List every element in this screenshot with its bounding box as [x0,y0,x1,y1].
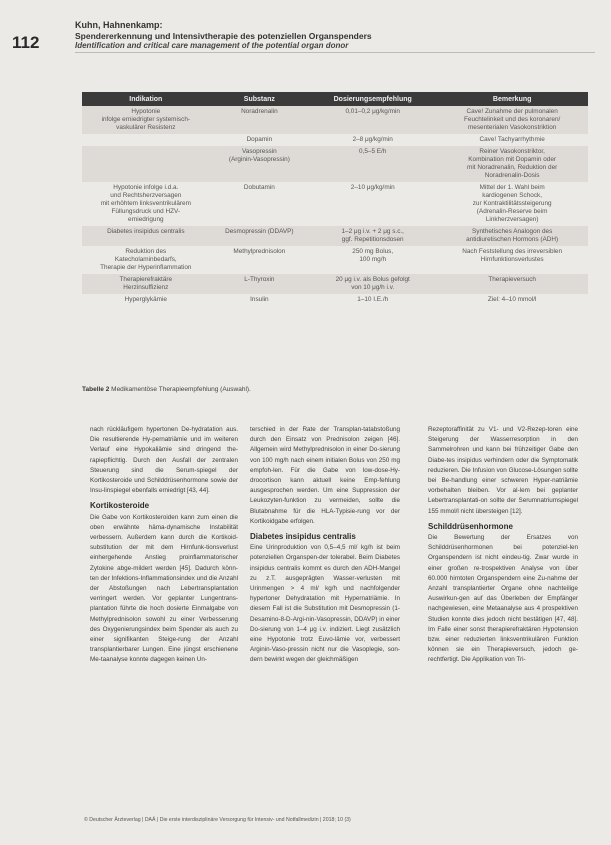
table-cell: Desmopressin (DDAVP) [210,226,310,246]
paragraph: Die Gabe von Kortikosteroiden kann zum einen die oben erwähnte häma-dynamische Instabilität verbessern. Außerdem kann durch die Kortikoid-substitution der mit dem Hirnfunk-tionsverlust einhergehende Anstieg proinflammatorischer Zytokine abge-mildert werden [45]. Dadurch könn-ten der Infektions-Inflammationsindex und die Anzahl der Abstoßungen nach Lebertransplantation verringert werden. Vor geplanter Lungentrans-plantation führte die hoch dosierte Einmalgabe von Methylprednisolon sowohl zu einer Verbesserung des Oxygenierungsindex beim Spender als auch zu einer signifikanten Steige-rung der Anzahl transplantierbarer Lungen. Eine jüngst erschienene Me-taanalyse konnte dagegen keinen Un- [90,513,238,664]
table-cell: Hyperglykämie [82,294,210,306]
page-footer: © Deutscher Ärzteverlag | DAÄ | Die erste interdisziplinäre Versorgung für Intensiv- und Notfallmedizin | 2018; 10 (3) [84,817,351,823]
table-cell [82,134,210,146]
table-cell: Dobutamin [210,182,310,226]
table-cell: Cave! Tachyarrhythmie [436,134,588,146]
header-authors: Kuhn, Hahnenkamp: [75,20,163,30]
table-cell: 2–8 μg/kg/min [309,134,436,146]
table-row [82,182,588,226]
page-number: 112 [12,33,40,52]
table-cell: 0,5–5 E/h [309,146,436,182]
table-cell: Nach Feststellung des irreversiblen Hirnfunktionsverlustes [436,246,588,274]
table-cell [82,146,210,182]
medication-table [82,92,588,306]
table-cell: Insulin [210,294,310,306]
table-cell: Reiner Vasokonstriktor, Kombination mit Dopamin oder mit Noradrenalin, Reduktion der Noradrenalin-Dosis [436,146,588,182]
table-cell: 2–10 μg/kg/min [309,182,436,226]
table-cell: Hypotonie infolge erniedrigter systemisch- vaskulärer Resistenz [82,106,210,134]
table-cell: 1–10 I.E./h [309,294,436,306]
table-cell: 1–2 μg i.v. + 2 μg s.c., ggf. Repetitionsdosen [309,226,436,246]
caption-text: Medikamentöse Therapieempfehlung (Auswahl). [111,386,251,393]
paragraph: Rezeptoraffinität zu V1- und V2-Rezep-toren eine Steigerung der Wasserresorption in den Sammelrohren und kann bei frühzeitiger Gabe den Diabe-tes insipidus verhindern oder die Symptomatik reduzieren. Die Infusion von Glucose-Lösungen sollte bei Be-handlung einer schweren Hyper-natriämie vorbehalten bleiben. Vor al-lem bei geplanter Lebertransplantati-on sollte der Serumnatriumspiegel 155 mmol/l nicht übersteigen [12]. [428,426,578,515]
table-cell: Reduktion des Katecholaminbedarfs, Therapie der Hyperinflammation [82,246,210,274]
table-row [82,294,588,306]
running-header [75,20,595,51]
table-cell: Synthetisches Analogon des antidiuretischen Hormons (ADH) [436,226,588,246]
section-heading: Kortikosteroide [90,501,150,511]
table-cell: Noradrenalin [210,106,310,134]
table-caption [82,386,251,393]
table-cell: Dopamin [210,134,310,146]
text-column-middle [250,425,400,666]
table-cell: Mittel der 1. Wahl beim kardiogenen Schock, zur Kontraktilitätssteigerung (Adrenalin-Reserve beim Linkherzversagen) [436,182,588,226]
table-row [82,246,588,274]
table-cell: Diabetes insipidus centralis [82,226,210,246]
table-cell: Ziel: 4–10 mmol/l [436,294,588,306]
table-cell: Methylprednisolon [210,246,310,274]
table-cell: L-Thyroxin [210,274,310,294]
table-row [82,226,588,246]
paragraph: terschied in der Rate der Transplan-tatabstoßung durch den Einsatz von Prednisolon zeigen [46]. Allgemein wird Methylprednisolon in einer Do-sierung von 100 mg/h nach einem initialen Bolus von 250 mg empfoh-len. Für die Gabe von low-dose-Hy-drocortison kann aktuell keine Emp-fehlung ausgesprochen werden. Um eine Suppression der Leukozyten-funktion zu vermeiden, sollte die Blutabnahme für die HLA-Typisie-rung vor der Kortikoidgabe erfolgen. [250,426,400,525]
col-header-bemerkung: Bemerkung [436,92,588,106]
col-header-indikation: Indikation [82,92,210,106]
table-cell: Cave! Zunahme der pulmonalen Feuchtelinkeit und des koronaren/ mesenterialen Vasokonstriktion [436,106,588,134]
paragraph: Eine Urinproduktion von 0,5–4,5 ml/ kg/h ist beim potenziellen Organspen-der tolerabel. Beim Diabetes insipidus centralis kommt es durch den ADH-Mangel zu z.T. ausgeprägten Wasser-verlusten mit Urinmengen > 4 ml/ kg/h und nachfolgender hypertoner Dehydratation mit Hypernatriämie. In diesem Fall ist die Substitution mit Desmopressin (1-Desamino-8-D-Argi-nin-Vasopressin, DDAVP) in einer Do-sierung von 1–4 μg i.v. indiziert. Liegt zusätzlich eine Hypotonie trotz Euvo-lämie vor, verbessert Arginin-Vaso-pressin nicht nur die Vasoplegie, son-dern bewirkt wegen der gleichmäßigen [250,544,400,664]
paragraph: nach rückläufigem hypertonen De-hydratation aus. Die resultierende Hy-pernatriämie und im weiteren Verlauf eine Hypokaliämie sind dringend the-rapiepflichtig. Durch den Ausfall der zentralen Steuerung sind die Serum-spiegel der Kortikosteroide und Schilddrüsenhormone sowie der Insu-linspiegel ebenfalls erniedrigt [43, 44]. [90,426,238,495]
table-row [82,134,588,146]
caption-label: Tabelle 2 [82,386,110,393]
paragraph: Die Bewertung der Ersatzes von Schilddrüsenhormonen bei potenziel-len Organspendern ist nicht eindeu-tig. Zwar wurde in einer großen re-trospektiven Analyse von über 60.000 hirntoten Organspendern eine Zu-nahme der Anzahl transplantierter Organe ohne nachteilige Auswirkun-gen auf das Überleben der Empfänger nachgewiesen, eine Metaanalyse aus 4 prospektiven Studien konnte dies jedoch nicht bestätigen [47, 48]. Im Falle einer sonst therapierefraktären Hypotension bzw. einer reduzierten linksventrikulären Funktion können sie ein Therapieversuch, jedoch ge-rechtfertigt. Die Applikation von Tri- [428,534,578,664]
text-column-left [90,425,238,666]
section-heading: Schilddrüsenhormone [428,521,513,531]
table-cell: Hypotonie infolge i.d.a. und Rechtsherzversagen mit erhöhtem linksventrikulärem Füllungsdruck und HZV- erniedrigung [82,182,210,226]
table-cell: Therapierefraktäre Herzinsuffizienz [82,274,210,294]
col-header-dosierung: Dosierungsempfehlung [309,92,436,106]
table-cell: 0,01–0,2 μg/kg/min [309,106,436,134]
header-title-de: Spendererkennung und Intensivtherapie des potenziellen Organspenders [75,31,372,41]
header-divider [75,52,595,53]
header-title-en: Identification and critical care management of the potential organ donor [75,41,349,50]
table-cell: 250 mg Bolus, 100 mg/h [309,246,436,274]
text-column-right [428,425,578,666]
table-cell: 20 μg i.v. als Bolus gefolgt von 10 μg/h i.v. [309,274,436,294]
col-header-substanz: Substanz [210,92,310,106]
table-cell: Vasopressin (Arginin-Vasopressin) [210,146,310,182]
table-cell: Therapieversuch [436,274,588,294]
table-row [82,146,588,182]
section-heading: Diabetes insipidus centralis [250,532,356,542]
table-row [82,274,588,294]
table-header-row [82,92,588,106]
table-row [82,106,588,134]
